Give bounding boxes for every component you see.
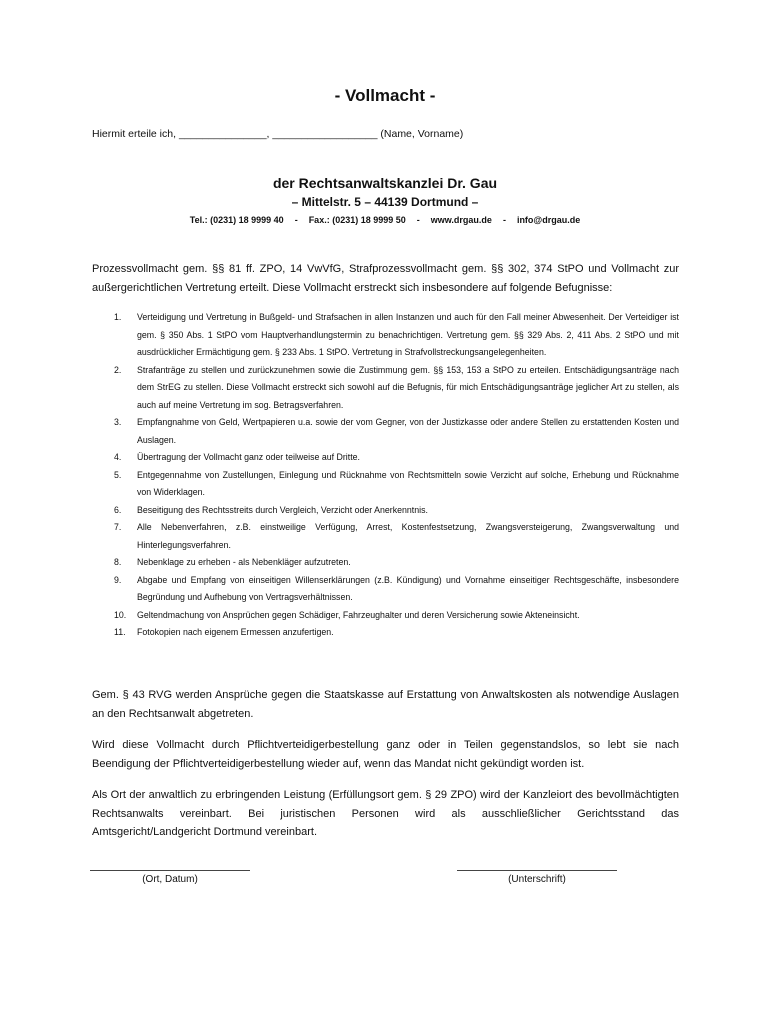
list-item-text: Abgabe und Empfang von einseitigen Willenserklärungen (z.B. Kündigung) und Vornahme einseitiger Rechtsgeschäfte, insbesondere Begründung und Aufhebung von Vertragsverhältnissen. bbox=[137, 574, 679, 602]
signature-line bbox=[90, 870, 250, 871]
firm-fax: Fax.: (0231) 18 9999 50 bbox=[308, 215, 406, 225]
list-item-number: 4. bbox=[114, 452, 122, 462]
list-item-text: Alle Nebenverfahren, z.B. einstweilige Verfügung, Arrest, Kostenfestsetzung, Zwangsversteigerung, Zwangsverwaltung und Hinterlegungsverfahren. bbox=[137, 522, 679, 550]
list-item bbox=[92, 572, 679, 607]
list-item-text: Strafanträge zu stellen und zurückzunehmen sowie die Zustimmung gem. §§ 153, 153 a StPO zu erteilen. Entschädigungsanträge nach dem StrEG zu stellen. Diese Vollmacht erstreckt sich sowohl auf die Befugnis, für mich Entschädigungsanträge jeglicher Art zu stellen, als auch auf meine Vertretung im sog. Betragsverfahren. bbox=[137, 364, 679, 410]
list-item bbox=[92, 414, 679, 449]
intro-line: Hiermit erteile ich, _______________, __________________ (Name, Vorname) bbox=[92, 128, 464, 140]
list-item-number: 1. bbox=[114, 312, 122, 322]
list-item-number: 5. bbox=[114, 469, 122, 480]
contact-line bbox=[0, 215, 770, 225]
list-item-number: 6. bbox=[114, 504, 122, 515]
list-item-number: 7. bbox=[114, 522, 122, 532]
list-item bbox=[92, 309, 679, 362]
firm-address: – Mittelstr. 5 – 44139 Dortmund – bbox=[291, 195, 479, 209]
firm-header bbox=[0, 174, 770, 225]
list-item bbox=[92, 362, 679, 415]
list-item-text: Entgegennahme von Zustellungen, Einlegung und Rücknahme von Rechtsmitteln sowie Verzicht auf solche, Erhebung und Rücknahme von Widerklagen. bbox=[137, 469, 679, 497]
list-item-text: Verteidigung und Vertretung in Bußgeld- und Strafsachen in allen Instanzen und auch für den Fall meiner Abwesenheit. Der Verteidiger ist gem. § 350 Abs. 1 StPO vom Hauptverhandlungstermin zu benachrichtigen. Vertretung gem. §§ 329 Abs. 2, 411 Abs. 2 StPO und mit ausdrücklicher Ermächtigung gem. § 233 Abs. 1 StPO. Vertretung in Strafvollstreckungsangelegenheiten. bbox=[137, 312, 679, 357]
list-item-text: Geltendmachung von Ansprüchen gegen Schädiger, Fahrzeughalter und deren Versicherung sowie Akteneinsicht. bbox=[137, 609, 580, 620]
paragraph-jurisdiction: Als Ort der anwaltlich zu erbringenden Leistung (Erfüllungsort gem. § 29 ZPO) wird der Kanzleiort des bevollmächtigten Rechtsanwalts vereinbart. Bei juristischen Personen wird als ausschließlicher Gerichtsstand das Amtsgericht/Landgericht Dortmund vereinbart. bbox=[92, 789, 679, 838]
contact-separator: - bbox=[416, 215, 420, 225]
signature-signature-label: (Unterschrift) bbox=[508, 874, 566, 885]
list-item-number: 2. bbox=[114, 364, 122, 375]
list-item-number: 8. bbox=[114, 557, 122, 567]
contact-separator: - bbox=[502, 215, 506, 225]
signature-signature bbox=[457, 858, 617, 885]
list-item-number: 11. bbox=[114, 627, 126, 637]
list-item-text: Übertragung der Vollmacht ganz oder teilweise auf Dritte. bbox=[137, 452, 360, 462]
firm-web: www.drgau.de bbox=[430, 215, 492, 225]
list-item bbox=[92, 519, 679, 554]
list-item-text: Beseitigung des Rechtsstreits durch Vergleich, Verzicht oder Anerkenntnis. bbox=[137, 504, 428, 515]
signature-place-date-label: (Ort, Datum) bbox=[142, 874, 198, 885]
list-item bbox=[92, 624, 679, 642]
signature-place-date bbox=[90, 858, 250, 885]
paragraph-public-defender: Wird diese Vollmacht durch Pflichtverteidigerbestellung ganz oder in Teilen gegenstandslos, so lebt sie nach Beendigung der Pflichtverteidigerbestellung wieder auf, wenn das Mandat nicht gekündigt worden ist. bbox=[92, 739, 679, 770]
list-item-number: 9. bbox=[114, 574, 122, 585]
list-item bbox=[92, 554, 679, 572]
list-item-text: Fotokopien nach eigenem Ermessen anzufertigen. bbox=[137, 627, 334, 637]
paragraph-scope: Prozessvollmacht gem. §§ 81 ff. ZPO, 14 VwVfG, Strafprozessvollmacht gem. §§ 302, 374 StPO und Vollmacht zur außergerichtlichen Vertretung erteilt. Diese Vollmacht erstreckt sich insbesondere auf folgende Befugnisse: bbox=[92, 263, 679, 294]
document-title: - Vollmacht - bbox=[334, 86, 436, 105]
signature-line bbox=[457, 870, 617, 871]
list-item-number: 10. bbox=[114, 609, 127, 620]
paragraph-fee-assignment: Gem. § 43 RVG werden Ansprüche gegen die Staatskasse auf Erstattung von Anwaltskosten als notwendige Auslagen an den Rechtsanwalt abgetreten. bbox=[92, 689, 679, 720]
powers-list bbox=[92, 309, 679, 642]
list-item bbox=[92, 449, 679, 467]
list-item-text: Empfangnahme von Geld, Wertpapieren u.a. sowie der vom Gegner, von der Justizkasse oder andere Stellen zu erstattenden Kosten und Auslagen. bbox=[137, 417, 679, 445]
list-item-text: Nebenklage zu erheben - als Nebenkläger aufzutreten. bbox=[137, 557, 351, 567]
list-item-number: 3. bbox=[114, 417, 122, 427]
firm-email: info@drgau.de bbox=[516, 215, 581, 225]
firm-name: der Rechtsanwaltskanzlei Dr. Gau bbox=[272, 175, 498, 191]
list-item bbox=[92, 607, 679, 625]
firm-phone: Tel.: (0231) 18 9999 40 bbox=[189, 215, 284, 225]
list-item bbox=[92, 502, 679, 520]
contact-separator: - bbox=[294, 215, 298, 225]
list-item bbox=[92, 467, 679, 502]
